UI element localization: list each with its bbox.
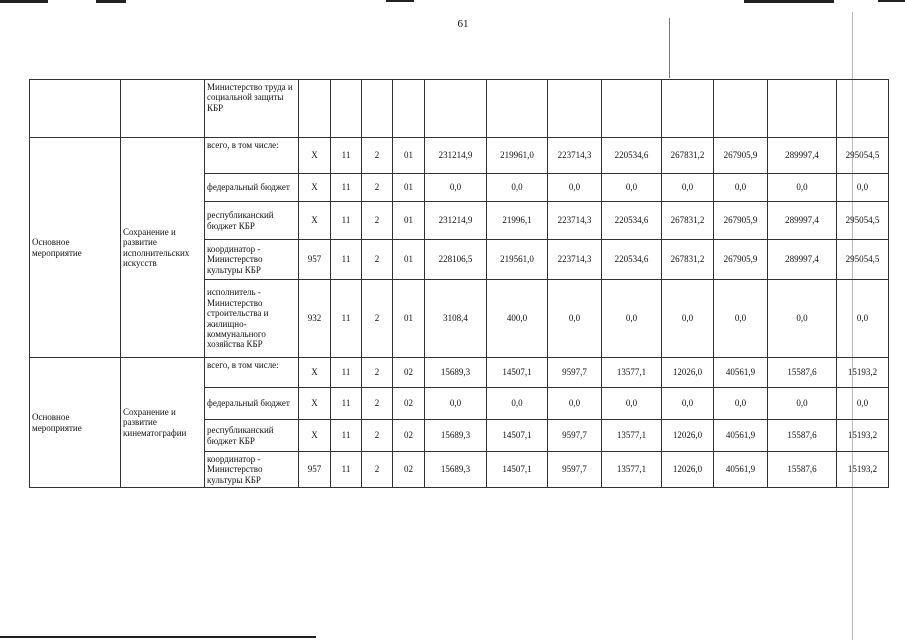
grbs-cell: 957 xyxy=(299,452,331,488)
value-cell: 267905,9 xyxy=(714,138,768,174)
table-cell xyxy=(121,80,205,138)
rz-cell: 11 xyxy=(331,452,362,488)
rz-cell: 11 xyxy=(331,420,362,452)
value-cell: 295054,5 xyxy=(837,240,889,280)
value-cell: 0,0 xyxy=(548,280,602,358)
table-cell xyxy=(714,80,768,138)
value-cell: 267831,2 xyxy=(662,138,714,174)
value-cell: 40561,9 xyxy=(714,358,768,388)
value-cell: 0,0 xyxy=(662,388,714,420)
value-cell: 40561,9 xyxy=(714,452,768,488)
cs-cell: 02 xyxy=(393,358,425,388)
value-cell: 0,0 xyxy=(548,174,602,202)
value-cell: 15193,2 xyxy=(837,420,889,452)
rz-cell: 11 xyxy=(331,174,362,202)
value-cell: 295054,5 xyxy=(837,202,889,240)
table-cell xyxy=(548,80,602,138)
value-cell: 0,0 xyxy=(714,280,768,358)
value-cell: 13577,1 xyxy=(602,358,662,388)
cs-cell: 01 xyxy=(393,280,425,358)
value-cell: 15193,2 xyxy=(837,358,889,388)
source-cell: всего, в том числе: xyxy=(205,358,299,388)
value-cell: 9597,7 xyxy=(548,358,602,388)
value-cell: 0,0 xyxy=(425,388,487,420)
source-cell: федеральный бюджет xyxy=(205,174,299,202)
value-cell: 223714,3 xyxy=(548,138,602,174)
value-cell: 15689,3 xyxy=(425,358,487,388)
value-cell: 295054,5 xyxy=(837,138,889,174)
value-cell: 0,0 xyxy=(425,174,487,202)
value-cell: 400,0 xyxy=(487,280,548,358)
scan-mark-top-center xyxy=(386,0,414,2)
budget-table xyxy=(29,79,889,488)
value-cell: 15587,6 xyxy=(768,420,837,452)
rz-cell: 11 xyxy=(331,240,362,280)
rz-cell: 11 xyxy=(331,280,362,358)
value-cell: 267831,2 xyxy=(662,240,714,280)
cs-cell: 02 xyxy=(393,452,425,488)
value-cell: 0,0 xyxy=(548,388,602,420)
source-cell: Министерство труда и социальной защиты КБР xyxy=(205,80,299,138)
value-cell: 0,0 xyxy=(662,280,714,358)
value-cell: 0,0 xyxy=(837,388,889,420)
grbs-cell: Х xyxy=(299,420,331,452)
source-cell: всего, в том числе: xyxy=(205,138,299,174)
value-cell: 220534,6 xyxy=(602,138,662,174)
rz-cell: 11 xyxy=(331,388,362,420)
pr-cell: 2 xyxy=(362,452,393,488)
cs-cell: 02 xyxy=(393,420,425,452)
value-cell: 267905,9 xyxy=(714,240,768,280)
value-cell: 40561,9 xyxy=(714,420,768,452)
value-cell: 15587,6 xyxy=(768,452,837,488)
table-cell xyxy=(362,80,393,138)
table-cell xyxy=(393,80,425,138)
value-cell: 223714,3 xyxy=(548,202,602,240)
source-cell: республиканский бюджет КБР xyxy=(205,420,299,452)
value-cell: 14507,1 xyxy=(487,452,548,488)
rz-cell: 11 xyxy=(331,358,362,388)
table-row xyxy=(30,138,889,174)
activity-name-cell: Сохранение и развитие кинематографии xyxy=(121,358,205,488)
value-cell: 15689,3 xyxy=(425,420,487,452)
cs-cell: 02 xyxy=(393,388,425,420)
value-cell: 0,0 xyxy=(602,280,662,358)
value-cell: 0,0 xyxy=(602,388,662,420)
value-cell: 267905,9 xyxy=(714,202,768,240)
table-cell xyxy=(331,80,362,138)
pr-cell: 2 xyxy=(362,358,393,388)
value-cell: 15193,2 xyxy=(837,452,889,488)
grbs-cell: Х xyxy=(299,202,331,240)
value-cell: 3108,4 xyxy=(425,280,487,358)
pr-cell: 2 xyxy=(362,388,393,420)
value-cell: 219561,0 xyxy=(487,240,548,280)
value-cell: 0,0 xyxy=(662,174,714,202)
pr-cell: 2 xyxy=(362,202,393,240)
value-cell: 14507,1 xyxy=(487,358,548,388)
page-number: 61 xyxy=(457,18,469,30)
value-cell: 0,0 xyxy=(768,174,837,202)
grbs-cell: Х xyxy=(299,388,331,420)
pr-cell: 2 xyxy=(362,174,393,202)
value-cell: 14507,1 xyxy=(487,420,548,452)
table-cell xyxy=(299,80,331,138)
scan-line-vertical xyxy=(669,18,670,78)
pr-cell: 2 xyxy=(362,420,393,452)
cs-cell: 01 xyxy=(393,240,425,280)
table-cell xyxy=(602,80,662,138)
rz-cell: 11 xyxy=(331,202,362,240)
value-cell: 289997,4 xyxy=(768,138,837,174)
value-cell: 0,0 xyxy=(487,174,548,202)
source-cell: исполнитель - Министерство строительства и жилищно-коммунального хозяйства КБР xyxy=(205,280,299,358)
value-cell: 21996,1 xyxy=(487,202,548,240)
value-cell: 9597,7 xyxy=(548,420,602,452)
value-cell: 231214,9 xyxy=(425,138,487,174)
table-cell xyxy=(768,80,837,138)
table-cell xyxy=(425,80,487,138)
value-cell: 15689,3 xyxy=(425,452,487,488)
value-cell: 289997,4 xyxy=(768,240,837,280)
grbs-cell: Х xyxy=(299,174,331,202)
table-row-header xyxy=(30,80,889,138)
source-cell: координатор - Министерство культуры КБР xyxy=(205,452,299,488)
cs-cell: 01 xyxy=(393,138,425,174)
value-cell: 267831,2 xyxy=(662,202,714,240)
pr-cell: 2 xyxy=(362,280,393,358)
value-cell: 0,0 xyxy=(768,388,837,420)
rz-cell: 11 xyxy=(331,138,362,174)
value-cell: 223714,3 xyxy=(548,240,602,280)
table-row xyxy=(30,358,889,388)
scan-mark-top-left xyxy=(0,0,48,3)
value-cell: 0,0 xyxy=(768,280,837,358)
pr-cell: 2 xyxy=(362,240,393,280)
source-cell: федеральный бюджет xyxy=(205,388,299,420)
value-cell: 15587,6 xyxy=(768,358,837,388)
scan-mark-top-left-2 xyxy=(96,0,126,3)
grbs-cell: Х xyxy=(299,358,331,388)
grbs-cell: 957 xyxy=(299,240,331,280)
scan-mark-top-right xyxy=(744,0,834,3)
status-cell: Основное мероприятие xyxy=(30,358,121,488)
value-cell: 13577,1 xyxy=(602,420,662,452)
value-cell: 219961,0 xyxy=(487,138,548,174)
table-cell xyxy=(30,80,121,138)
cs-cell: 01 xyxy=(393,174,425,202)
grbs-cell: Х xyxy=(299,138,331,174)
value-cell: 0,0 xyxy=(837,280,889,358)
value-cell: 12026,0 xyxy=(662,358,714,388)
value-cell: 231214,9 xyxy=(425,202,487,240)
value-cell: 289997,4 xyxy=(768,202,837,240)
scan-mark-bottom-left xyxy=(0,636,316,638)
status-cell: Основное мероприятие xyxy=(30,138,121,358)
source-cell: республиканский бюджет КБР xyxy=(205,202,299,240)
value-cell: 12026,0 xyxy=(662,452,714,488)
value-cell: 220534,6 xyxy=(602,202,662,240)
activity-name-cell: Сохранение и развитие исполнительских искусств xyxy=(121,138,205,358)
scan-mark-top-right-2 xyxy=(878,0,905,2)
value-cell: 220534,6 xyxy=(602,240,662,280)
table-cell xyxy=(487,80,548,138)
source-cell: координатор - Министерство культуры КБР xyxy=(205,240,299,280)
cs-cell: 01 xyxy=(393,202,425,240)
grbs-cell: 932 xyxy=(299,280,331,358)
value-cell: 13577,1 xyxy=(602,452,662,488)
value-cell: 9597,7 xyxy=(548,452,602,488)
value-cell: 0,0 xyxy=(714,174,768,202)
pr-cell: 2 xyxy=(362,138,393,174)
value-cell: 0,0 xyxy=(602,174,662,202)
value-cell: 228106,5 xyxy=(425,240,487,280)
value-cell: 0,0 xyxy=(837,174,889,202)
table-cell xyxy=(837,80,889,138)
value-cell: 0,0 xyxy=(714,388,768,420)
value-cell: 12026,0 xyxy=(662,420,714,452)
table-cell xyxy=(662,80,714,138)
value-cell: 0,0 xyxy=(487,388,548,420)
